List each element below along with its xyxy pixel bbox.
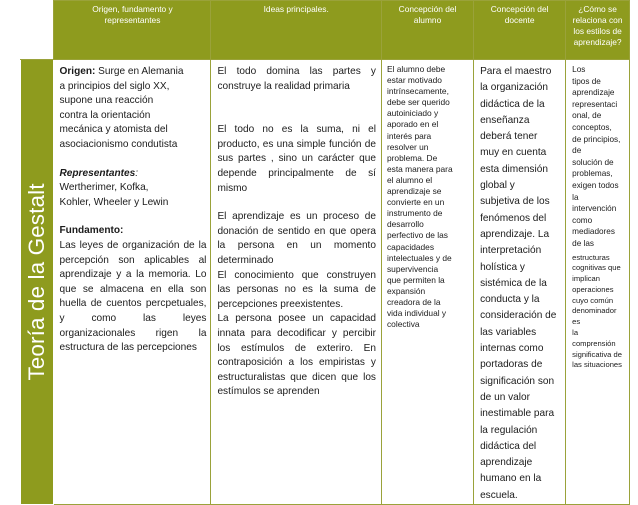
- cell-docente: [474, 60, 566, 505]
- cell-alumno: [381, 60, 473, 505]
- docente-text: Para el maestro la organización didáctica de la enseñanza deberá tener muy en cuenta esta dimensión global y subjetiva de los fenómenos del aprendizaje. La interpretación holística y sistémica de la conducta y la consideración de las variables internas como portadoras de significación son de un valor inestimable para la regulación didáctica del aprendizaje humano en la escuela.: [480, 66, 557, 501]
- header-alumno: Concepción del alumno: [381, 1, 473, 60]
- gestalt-table: [20, 0, 630, 505]
- fundamento-text: Las leyes de organización de la percepción son aplicables al aprendizaje y a la memoria. Lo que se almacena en ella son huella de cuentos percpetuales, y como las leyes organizacionales rigen la estructura de las percepciones: [59, 239, 207, 354]
- header-row: [21, 1, 630, 60]
- header-docente: Concepción del docente: [474, 1, 566, 60]
- ideas-paragraph-3: El aprendizaje es un proceso de donación de sentido en que opera la persona en un momento determinado El conocimiento que construyen las personas no es la suma de percepciones preexistentes. La persona posee un capacidad innata para decodificar y percibir los estímulos de exteriro. En contraposición a los empiristas y estructuralistas que dicen que los estímulos se aprenden: [217, 211, 376, 398]
- representantes-label: Representantes: [59, 167, 136, 179]
- fundamento-label: Fundamento:: [59, 225, 124, 237]
- estilos-text-2: estructuras cognitivas que implican operaciones cuyo común denominador es la comprensión significativa de las situaciones: [572, 252, 622, 370]
- representantes-paragraph: Representantes:: [59, 167, 139, 179]
- alumno-text: El alumno debe estar motivado intrínsecamente, debe ser querido autoiniciado y aporado en el interés para resolver un problema. De esta manera para el alumno el aprendizaje se convierte en un instrumento de desarrollo perfectivo de las capacidades intelectuales y de supervivencia que permiten la expansión creadora de la vida individual y colectiva: [386, 64, 453, 330]
- representantes-text: Wertherimer, Kofka, Kohler, Wheeler y Lewin: [59, 182, 169, 208]
- cell-ideas: [211, 60, 382, 505]
- ideas-paragraph-2: El todo no es la suma, ni el producto, es una simple función de sus partes , sino un carácter que depende principalmente de sí mismo: [217, 124, 376, 194]
- cell-estilos: [566, 60, 630, 505]
- content-row: [21, 60, 630, 505]
- cell-origen: [54, 60, 211, 505]
- header-ideas: Ideas principales.: [211, 1, 382, 60]
- origen-label: Origen:: [59, 66, 96, 77]
- estilos-text: Los tipos de aprendizaje representaci onal, de conceptos, de principios, de solución de problemas, exigen todos la intervención como mediadores de las: [572, 65, 621, 248]
- origen-text: Surge en Alemania a principios del siglo XX, supone una reacción contra la orientación mecánica y atomista del asociacionismo condutista: [59, 66, 184, 150]
- header-estilos: ¿Cómo se relaciona con los estilos de aprendizaje?: [566, 1, 630, 60]
- side-title: Teoría de la Gestalt: [24, 183, 50, 381]
- header-blank-cell: [21, 1, 54, 60]
- origen-paragraph: [59, 65, 206, 153]
- ideas-paragraph-1: El todo domina las partes y construye la realidad primaria: [217, 66, 376, 92]
- side-title-cell: [21, 60, 54, 505]
- header-origen: Origen, fundamento y representantes: [54, 1, 211, 60]
